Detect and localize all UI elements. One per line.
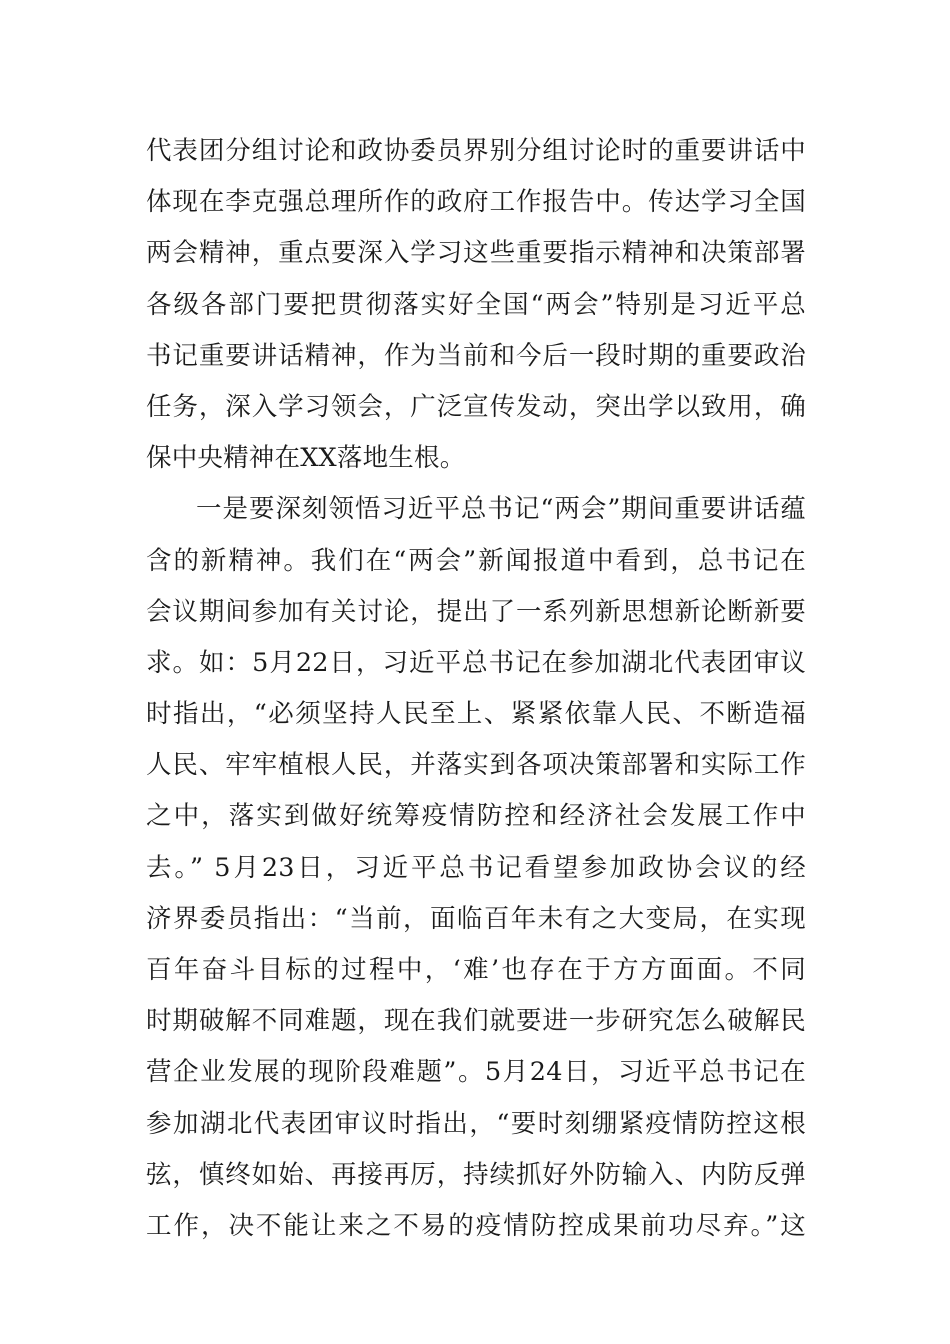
text-line: 代表团分组讨论和政协委员界别分组讨论时的重要讲话中 bbox=[146, 136, 806, 166]
text-line: 济界委员指出：“当前，面临百年未有之大变局，在实现 bbox=[146, 903, 806, 934]
text-line: 营企业发展的现阶段难题”。5月24日，习近平总书记在 bbox=[146, 1057, 806, 1088]
document-body bbox=[146, 126, 806, 1252]
text-line: 参加湖北代表团审议时指出，“要时刻绷紧疫情防控这根 bbox=[146, 1108, 806, 1139]
text-line: 工作，决不能让来之不易的疫情防控成果前功尽弃。”这 bbox=[146, 1210, 806, 1241]
text-line: 百年奋斗目标的过程中，‘难’也存在于方方面面。不同 bbox=[146, 955, 806, 985]
text-line: 弦，慎终如始、再接再厉，持续抓好外防输入、内防反弹 bbox=[146, 1159, 806, 1190]
text-line: 去。” 5月23日，习近平总书记看望参加政协会议的经 bbox=[146, 852, 806, 883]
text-line: 人民、牢牢植根人民，并落实到各项决策部署和实际工作 bbox=[146, 750, 806, 781]
text-line: 会议期间参加有关讨论，提出了一系列新思想新论断新要 bbox=[146, 596, 806, 627]
text-line: 体现在李克强总理所作的政府工作报告中。传达学习全国 bbox=[146, 187, 806, 218]
text-line: 各级各部门要把贯彻落实好全国“两会”特别是习近平总 bbox=[146, 289, 806, 320]
text-line: 时指出，“必须坚持人民至上、紧紧依靠人民、不断造福 bbox=[146, 699, 806, 730]
text-line: 之中，落实到做好统筹疫情防控和经济社会发展工作中 bbox=[146, 801, 806, 832]
text-line: 时期破解不同难题，现在我们就要进一步研究怎么破解民 bbox=[146, 1006, 806, 1037]
text-line: 书记重要讲话精神，作为当前和今后一段时期的重要政治 bbox=[146, 340, 806, 371]
text-line: 求。如：5月22日，习近平总书记在参加湖北代表团审议 bbox=[146, 647, 806, 678]
text-line: 含的新精神。我们在“两会”新闻报道中看到，总书记在 bbox=[146, 545, 806, 576]
text-line: 任务，深入学习领会，广泛宣传发动，突出学以致用，确 bbox=[146, 391, 806, 422]
paragraph-first-line: 一是要深刻领悟习近平总书记“两会”期间重要讲话蕴 bbox=[196, 494, 806, 525]
text-line: 保中央精神在XX落地生根。 bbox=[146, 443, 466, 474]
text-line: 两会精神，重点要深入学习这些重要指示精神和决策部署 bbox=[146, 238, 806, 269]
